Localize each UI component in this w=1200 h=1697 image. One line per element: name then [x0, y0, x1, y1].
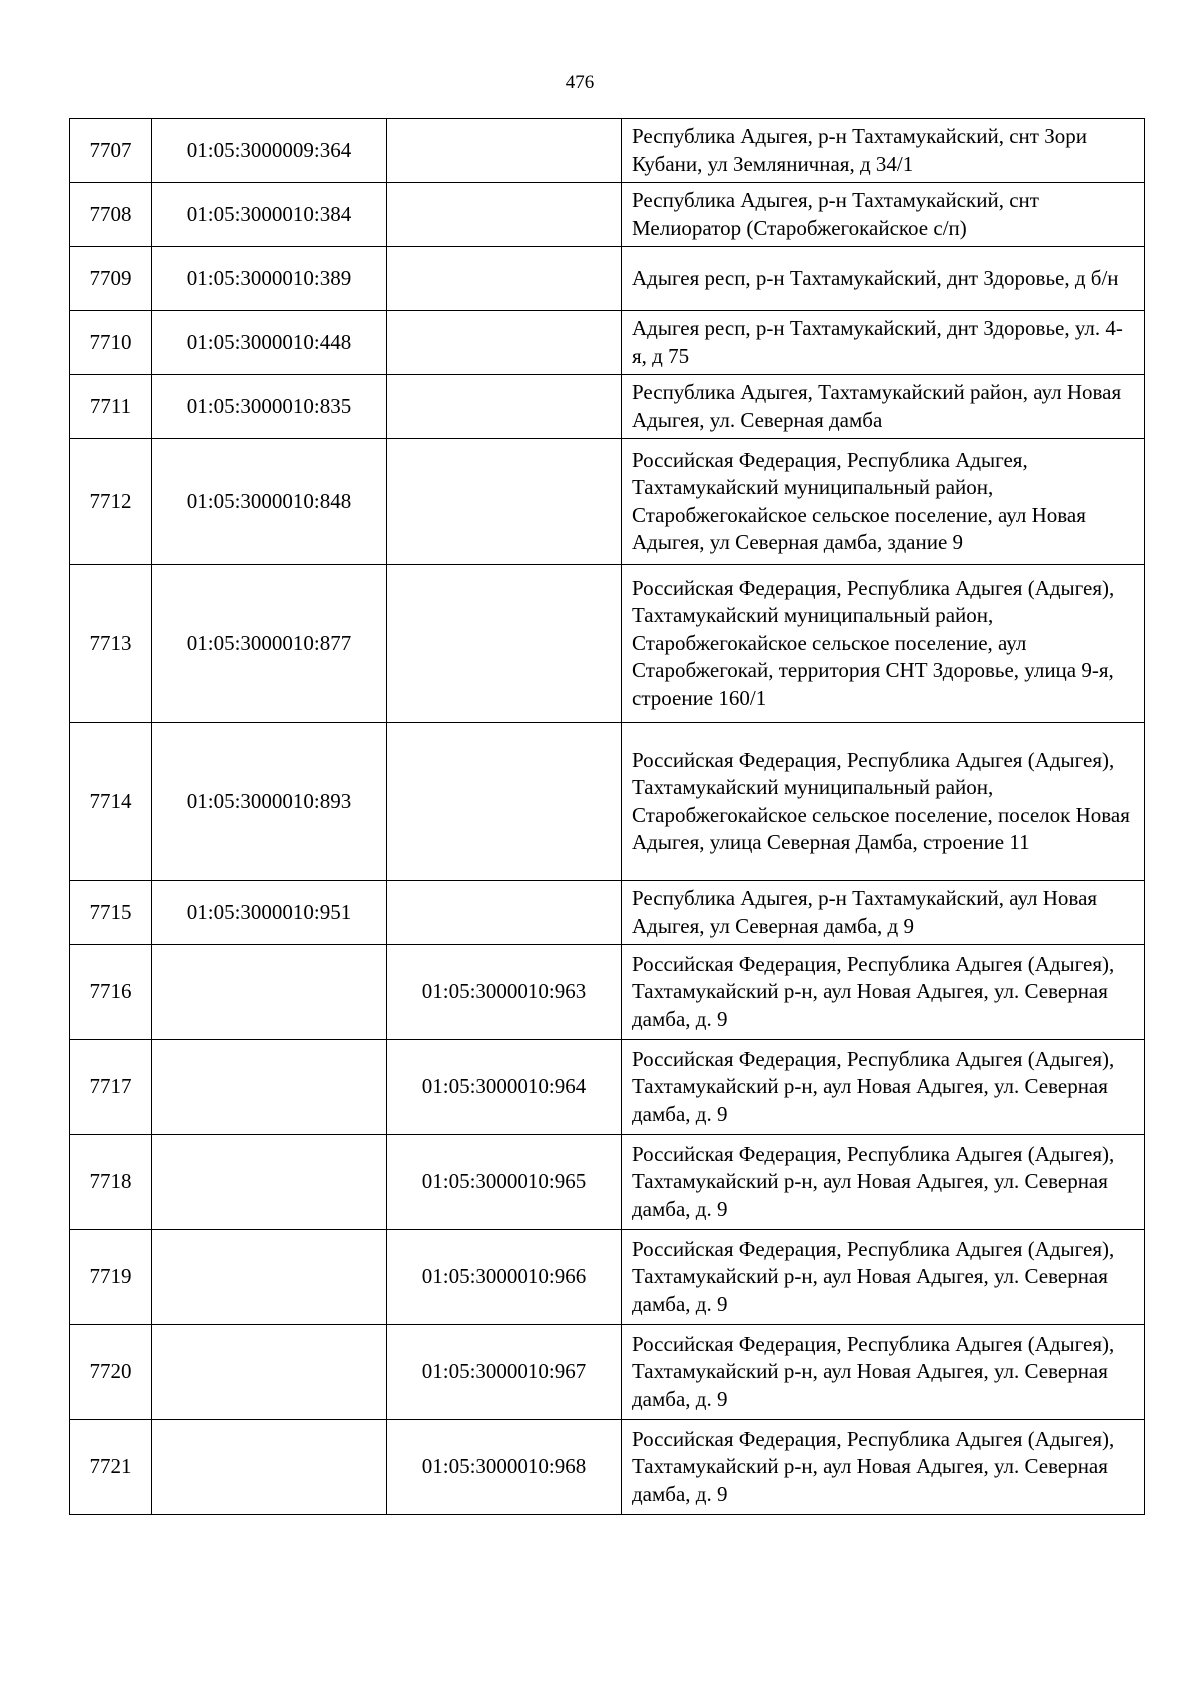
table-row — [70, 1420, 1145, 1515]
table-row — [70, 881, 1145, 945]
address-cell: Республика Адыгея, Тахтамукайский район, аул Новая Адыгея, ул. Северная дамба — [622, 375, 1145, 439]
address-cell: Российская Федерация, Республика Адыгея (Адыгея), Тахтамукайский р-н, аул Новая Адыгея, ул. Северная дамба, д. 9 — [622, 1135, 1145, 1230]
row-number: 7707 — [70, 119, 152, 183]
cadastral-number: 01:05:3000010:448 — [152, 311, 387, 375]
cadastral-number: 01:05:3000010:835 — [152, 375, 387, 439]
address-cell: Российская Федерация, Республика Адыгея (Адыгея), Тахтамукайский р-н, аул Новая Адыгея, ул. Северная дамба, д. 9 — [622, 945, 1145, 1040]
table-row — [70, 247, 1145, 311]
row-number: 7714 — [70, 723, 152, 881]
object-cadastral-number: 01:05:3000010:964 — [387, 1040, 622, 1135]
row-number: 7716 — [70, 945, 152, 1040]
cadastral-number: 01:05:3000010:951 — [152, 881, 387, 945]
table-row — [70, 311, 1145, 375]
object-cadastral-number: 01:05:3000010:968 — [387, 1420, 622, 1515]
row-number: 7710 — [70, 311, 152, 375]
object-cadastral-number — [387, 881, 622, 945]
object-cadastral-number — [387, 723, 622, 881]
object-cadastral-number — [387, 439, 622, 565]
object-cadastral-number — [387, 183, 622, 247]
address-cell: Адыгея респ, р-н Тахтамукайский, днт Здоровье, д б/н — [622, 247, 1145, 311]
cadastral-number — [152, 1420, 387, 1515]
row-number: 7721 — [70, 1420, 152, 1515]
address-cell: Российская Федерация, Республика Адыгея (Адыгея), Тахтамукайский р-н, аул Новая Адыгея, ул. Северная дамба, д. 9 — [622, 1420, 1145, 1515]
row-number: 7715 — [70, 881, 152, 945]
object-cadastral-number — [387, 375, 622, 439]
table-row — [70, 439, 1145, 565]
cadastral-number: 01:05:3000009:364 — [152, 119, 387, 183]
address-cell: Адыгея респ, р-н Тахтамукайский, днт Здоровье, ул. 4-я, д 75 — [622, 311, 1145, 375]
address-cell: Российская Федерация, Республика Адыгея, Тахтамукайский муниципальный район, Старобжегокайское сельское поселение, аул Новая Адыгея, ул Северная дамба, здание 9 — [622, 439, 1145, 565]
cadastral-number — [152, 1135, 387, 1230]
table-row — [70, 375, 1145, 439]
address-cell: Республика Адыгея, р-н Тахтамукайский, аул Новая Адыгея, ул Северная дамба, д 9 — [622, 881, 1145, 945]
object-cadastral-number — [387, 311, 622, 375]
address-cell: Российская Федерация, Республика Адыгея (Адыгея), Тахтамукайский р-н, аул Новая Адыгея, ул. Северная дамба, д. 9 — [622, 1230, 1145, 1325]
row-number: 7717 — [70, 1040, 152, 1135]
table-row — [70, 723, 1145, 881]
address-cell: Российская Федерация, Республика Адыгея (Адыгея), Тахтамукайский р-н, аул Новая Адыгея, ул. Северная дамба, д. 9 — [622, 1040, 1145, 1135]
row-number: 7720 — [70, 1325, 152, 1420]
table-row — [70, 565, 1145, 723]
table-row — [70, 1135, 1145, 1230]
object-cadastral-number — [387, 247, 622, 311]
row-number: 7708 — [70, 183, 152, 247]
page-number: 476 — [565, 72, 595, 93]
table-row — [70, 1325, 1145, 1420]
address-cell: Российская Федерация, Республика Адыгея (Адыгея), Тахтамукайский муниципальный район, Старобжегокайское сельское поселение, поселок Новая Адыгея, улица Северная Дамба, строение 11 — [622, 723, 1145, 881]
object-cadastral-number — [387, 119, 622, 183]
address-cell: Российская Федерация, Республика Адыгея (Адыгея), Тахтамукайский муниципальный район, Старобжегокайское сельское поселение, аул Старобжегокай, территория СНТ Здоровье, улица 9-я, строение 160/1 — [622, 565, 1145, 723]
address-cell: Республика Адыгея, р-н Тахтамукайский, снт Мелиоратор (Старобжегокайское с/п) — [622, 183, 1145, 247]
row-number: 7719 — [70, 1230, 152, 1325]
cadastral-number — [152, 1325, 387, 1420]
table-row — [70, 945, 1145, 1040]
cadastral-number: 01:05:3000010:877 — [152, 565, 387, 723]
table-row — [70, 119, 1145, 183]
address-cell: Российская Федерация, Республика Адыгея (Адыгея), Тахтамукайский р-н, аул Новая Адыгея, ул. Северная дамба, д. 9 — [622, 1325, 1145, 1420]
object-cadastral-number: 01:05:3000010:965 — [387, 1135, 622, 1230]
cadastral-number — [152, 1040, 387, 1135]
cadastral-number — [152, 1230, 387, 1325]
address-cell: Республика Адыгея, р-н Тахтамукайский, снт Зори Кубани, ул Земляничная, д 34/1 — [622, 119, 1145, 183]
property-table — [69, 118, 1145, 1515]
object-cadastral-number — [387, 565, 622, 723]
row-number: 7718 — [70, 1135, 152, 1230]
cadastral-number — [152, 945, 387, 1040]
object-cadastral-number: 01:05:3000010:966 — [387, 1230, 622, 1325]
object-cadastral-number: 01:05:3000010:963 — [387, 945, 622, 1040]
row-number: 7712 — [70, 439, 152, 565]
cadastral-number: 01:05:3000010:848 — [152, 439, 387, 565]
table-row — [70, 1040, 1145, 1135]
object-cadastral-number: 01:05:3000010:967 — [387, 1325, 622, 1420]
cadastral-number: 01:05:3000010:893 — [152, 723, 387, 881]
cadastral-number: 01:05:3000010:389 — [152, 247, 387, 311]
table-row — [70, 1230, 1145, 1325]
cadastral-number: 01:05:3000010:384 — [152, 183, 387, 247]
table-row — [70, 183, 1145, 247]
row-number: 7711 — [70, 375, 152, 439]
row-number: 7713 — [70, 565, 152, 723]
row-number: 7709 — [70, 247, 152, 311]
